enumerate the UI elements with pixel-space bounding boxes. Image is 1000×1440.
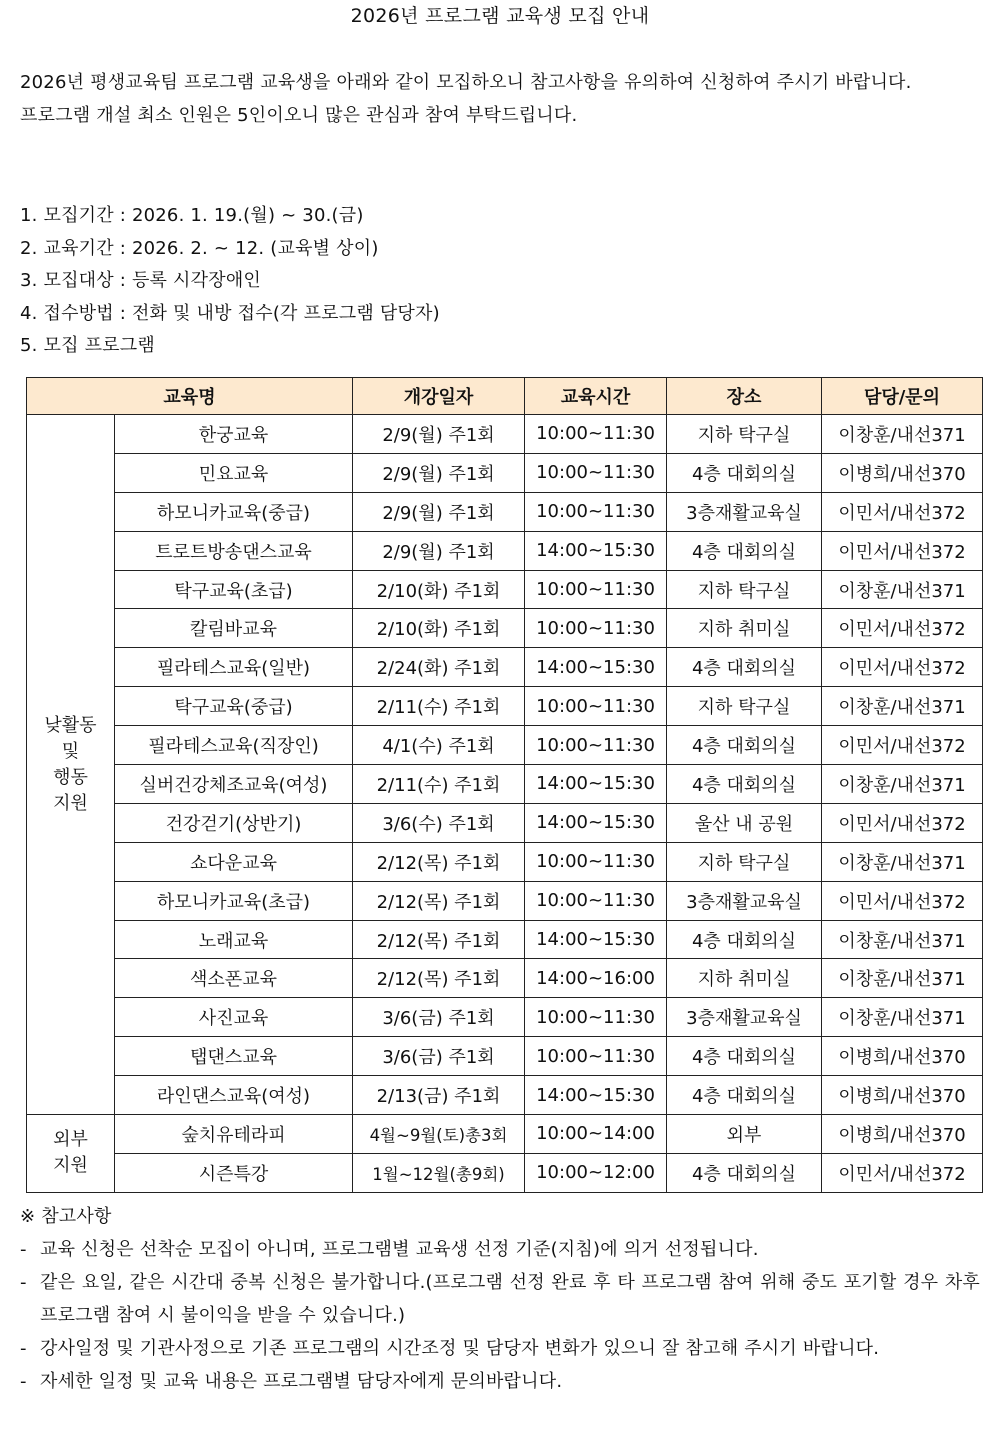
cell-place: 3층재활교육실	[667, 492, 822, 531]
category-cell	[27, 415, 115, 1115]
cell-contact: 이창훈/내선371	[822, 765, 983, 804]
header-place: 장소	[667, 378, 822, 415]
info-item-period: 1. 모집기간 : 2026. 1. 19.(월) ~ 30.(금)	[20, 205, 364, 226]
cell-time: 14:00~15:30	[525, 648, 667, 687]
cell-date: 3/6(금) 주1회	[353, 1037, 525, 1076]
cell-name: 시즌특강	[115, 1153, 353, 1192]
cell-place: 4층 대회의실	[667, 648, 822, 687]
cell-time: 10:00~11:30	[525, 998, 667, 1037]
info-item-education-period: 2. 교육기간 : 2026. 2. ~ 12. (교육별 상이)	[20, 237, 379, 259]
cell-contact: 이민서/내선372	[822, 492, 983, 531]
cell-place: 3층재활교육실	[667, 881, 822, 920]
cell-name: 칼림바교육	[115, 609, 353, 648]
cell-name: 숲치유테라피	[115, 1115, 353, 1154]
category-label: 행동	[53, 766, 88, 788]
cell-name: 사진교육	[115, 998, 353, 1037]
cell-contact: 이민서/내선372	[822, 609, 983, 648]
info-item-programs: 5. 모집 프로그램	[20, 335, 155, 356]
program-table	[26, 377, 983, 1193]
cell-name: 라인댄스교육(여성)	[115, 1076, 353, 1115]
header-date: 개강일자	[353, 378, 525, 415]
table-row	[27, 920, 983, 959]
cell-time: 10:00~11:30	[525, 492, 667, 531]
cell-name: 탁구교육(초급)	[115, 570, 353, 609]
cell-name: 건강걷기(상반기)	[115, 803, 353, 842]
table-row	[27, 687, 983, 726]
cell-contact: 이민서/내선372	[822, 881, 983, 920]
notes-heading: ※ 참고사항	[20, 1206, 112, 1227]
cell-contact: 이민서/내선372	[822, 726, 983, 765]
cell-place: 지하 취미실	[667, 959, 822, 998]
cell-contact: 이병희/내선370	[822, 453, 983, 492]
cell-name: 하모니카교육(초급)	[115, 881, 353, 920]
cell-place: 4층 대회의실	[667, 765, 822, 804]
cell-contact: 이창훈/내선371	[822, 842, 983, 881]
table-row	[27, 881, 983, 920]
cell-place: 지하 취미실	[667, 609, 822, 648]
cell-contact: 이병희/내선370	[822, 1037, 983, 1076]
cell-time: 10:00~11:30	[525, 609, 667, 648]
cell-date: 3/6(수) 주1회	[353, 803, 525, 842]
cell-name: 필라테스교육(직장인)	[115, 726, 353, 765]
cell-contact: 이민서/내선372	[822, 1153, 983, 1192]
cell-time: 14:00~15:30	[525, 531, 667, 570]
cell-place: 4층 대회의실	[667, 453, 822, 492]
cell-date: 4월~9월(토)총3회	[353, 1115, 525, 1154]
table-row	[27, 1115, 983, 1154]
cell-date: 2/11(수) 주1회	[353, 765, 525, 804]
table-row	[27, 609, 983, 648]
table-row	[27, 492, 983, 531]
cell-name: 노래교육	[115, 920, 353, 959]
header-name: 교육명	[27, 378, 353, 415]
table-row	[27, 1076, 983, 1115]
page-title: 2026년 프로그램 교육생 모집 안내	[350, 5, 650, 27]
note-item: - 강사일정 및 기관사정으로 기존 프로그램의 시간조정 및 담당자 변화가 있으니 잘 참고해 주시기 바랍니다.	[20, 1332, 980, 1365]
cell-name: 필라테스교육(일반)	[115, 648, 353, 687]
cell-time: 10:00~12:00	[525, 1153, 667, 1192]
cell-date: 2/9(월) 주1회	[353, 531, 525, 570]
cell-date: 2/12(목) 주1회	[353, 842, 525, 881]
note-item: - 같은 요일, 같은 시간대 중복 신청은 불가합니다.(프로그램 선정 완료 후 타 프로그램 참여 위해 중도 포기할 경우 차후 프로그램 참여 시 불이익을 받을 수 있습니다.)	[20, 1266, 980, 1332]
cell-contact: 이창훈/내선371	[822, 570, 983, 609]
info-list	[20, 200, 440, 363]
cell-time: 14:00~15:30	[525, 765, 667, 804]
cell-name: 탭댄스교육	[115, 1037, 353, 1076]
table-row	[27, 803, 983, 842]
cell-date: 2/12(목) 주1회	[353, 920, 525, 959]
cell-date: 2/24(화) 주1회	[353, 648, 525, 687]
table-row	[27, 959, 983, 998]
cell-place: 4층 대회의실	[667, 726, 822, 765]
cell-place: 3층재활교육실	[667, 998, 822, 1037]
category-label: 낮활동	[44, 714, 97, 736]
cell-date: 2/10(화) 주1회	[353, 609, 525, 648]
cell-time: 14:00~15:30	[525, 1076, 667, 1115]
cell-date: 2/9(월) 주1회	[353, 415, 525, 454]
cell-contact: 이창훈/내선371	[822, 998, 983, 1037]
cell-name: 실버건강체조교육(여성)	[115, 765, 353, 804]
cell-contact: 이민서/내선372	[822, 531, 983, 570]
cell-place: 지하 탁구실	[667, 687, 822, 726]
cell-contact: 이창훈/내선371	[822, 959, 983, 998]
cell-name: 탁구교육(중급)	[115, 687, 353, 726]
cell-contact: 이창훈/내선371	[822, 687, 983, 726]
cell-place: 4층 대회의실	[667, 1076, 822, 1115]
cell-time: 10:00~11:30	[525, 453, 667, 492]
cell-place: 지하 탁구실	[667, 842, 822, 881]
cell-contact: 이창훈/내선371	[822, 920, 983, 959]
cell-time: 10:00~11:30	[525, 726, 667, 765]
table-row	[27, 726, 983, 765]
intro-text	[20, 66, 982, 132]
category-label: 지원	[53, 792, 88, 814]
cell-contact: 이민서/내선372	[822, 803, 983, 842]
header-time: 교육시간	[525, 378, 667, 415]
cell-time: 10:00~11:30	[525, 570, 667, 609]
info-item-target: 3. 모집대상 : 등록 시각장애인	[20, 270, 261, 291]
cell-place: 지하 탁구실	[667, 570, 822, 609]
table-row	[27, 648, 983, 687]
table-row	[27, 1153, 983, 1192]
cell-time: 14:00~15:30	[525, 920, 667, 959]
cell-date: 1월~12월(총9회)	[353, 1153, 525, 1192]
cell-place: 울산 내 공원	[667, 803, 822, 842]
cell-date: 2/13(금) 주1회	[353, 1076, 525, 1115]
cell-time: 10:00~14:00	[525, 1115, 667, 1154]
cell-time: 10:00~11:30	[525, 842, 667, 881]
intro-paragraph: 2026년 평생교육팀 프로그램 교육생을 아래와 같이 모집하오니 참고사항을 유의하여 신청하여 주시기 바랍니다.	[20, 72, 912, 93]
cell-contact: 이병희/내선370	[822, 1115, 983, 1154]
notes-section	[20, 1200, 980, 1398]
table-header-row	[27, 378, 983, 415]
cell-time: 14:00~16:00	[525, 959, 667, 998]
cell-place: 4층 대회의실	[667, 1153, 822, 1192]
category-label: 지원	[53, 1155, 88, 1177]
cell-time: 14:00~15:30	[525, 803, 667, 842]
cell-place: 4층 대회의실	[667, 1037, 822, 1076]
cell-time: 10:00~11:30	[525, 1037, 667, 1076]
cell-date: 3/6(금) 주1회	[353, 998, 525, 1037]
category-cell	[27, 1115, 115, 1193]
table-row	[27, 765, 983, 804]
cell-contact: 이창훈/내선371	[822, 415, 983, 454]
cell-time: 10:00~11:30	[525, 687, 667, 726]
cell-name: 쇼다운교육	[115, 842, 353, 881]
cell-time: 10:00~11:30	[525, 881, 667, 920]
cell-contact: 이민서/내선372	[822, 648, 983, 687]
cell-date: 2/12(목) 주1회	[353, 959, 525, 998]
cell-name: 색소폰교육	[115, 959, 353, 998]
category-label: 및	[61, 740, 80, 762]
table-row	[27, 531, 983, 570]
table-row	[27, 415, 983, 454]
cell-place: 외부	[667, 1115, 822, 1154]
cell-name: 하모니카교육(중급)	[115, 492, 353, 531]
info-item-method: 4. 접수방법 : 전화 및 내방 접수(각 프로그램 담당자)	[20, 302, 440, 324]
cell-date: 2/10(화) 주1회	[353, 570, 525, 609]
category-label: 외부	[53, 1129, 88, 1151]
cell-name: 민요교육	[115, 453, 353, 492]
table-row	[27, 998, 983, 1037]
header-contact: 담당/문의	[822, 378, 983, 415]
table-row	[27, 842, 983, 881]
notes-list	[20, 1233, 980, 1398]
cell-date: 2/12(목) 주1회	[353, 881, 525, 920]
cell-place: 4층 대회의실	[667, 920, 822, 959]
table-row	[27, 570, 983, 609]
table-row	[27, 453, 983, 492]
intro-paragraph: 프로그램 개설 최소 인원은 5인이오니 많은 관심과 참여 부탁드립니다.	[20, 105, 578, 126]
cell-name: 한궁교육	[115, 415, 353, 454]
cell-date: 2/11(수) 주1회	[353, 687, 525, 726]
note-item: - 자세한 일정 및 교육 내용은 프로그램별 담당자에게 문의바랍니다.	[20, 1365, 980, 1398]
cell-place: 지하 탁구실	[667, 415, 822, 454]
note-item: - 교육 신청은 선착순 모집이 아니며, 프로그램별 교육생 선정 기준(지침)에 의거 선정됩니다.	[20, 1233, 980, 1266]
cell-date: 2/9(월) 주1회	[353, 492, 525, 531]
cell-contact: 이병희/내선370	[822, 1076, 983, 1115]
cell-date: 2/9(월) 주1회	[353, 453, 525, 492]
table-row	[27, 1037, 983, 1076]
cell-time: 10:00~11:30	[525, 415, 667, 454]
cell-date: 4/1(수) 주1회	[353, 726, 525, 765]
cell-name: 트로트방송댄스교육	[115, 531, 353, 570]
table-body	[27, 415, 983, 1193]
cell-place: 4층 대회의실	[667, 531, 822, 570]
